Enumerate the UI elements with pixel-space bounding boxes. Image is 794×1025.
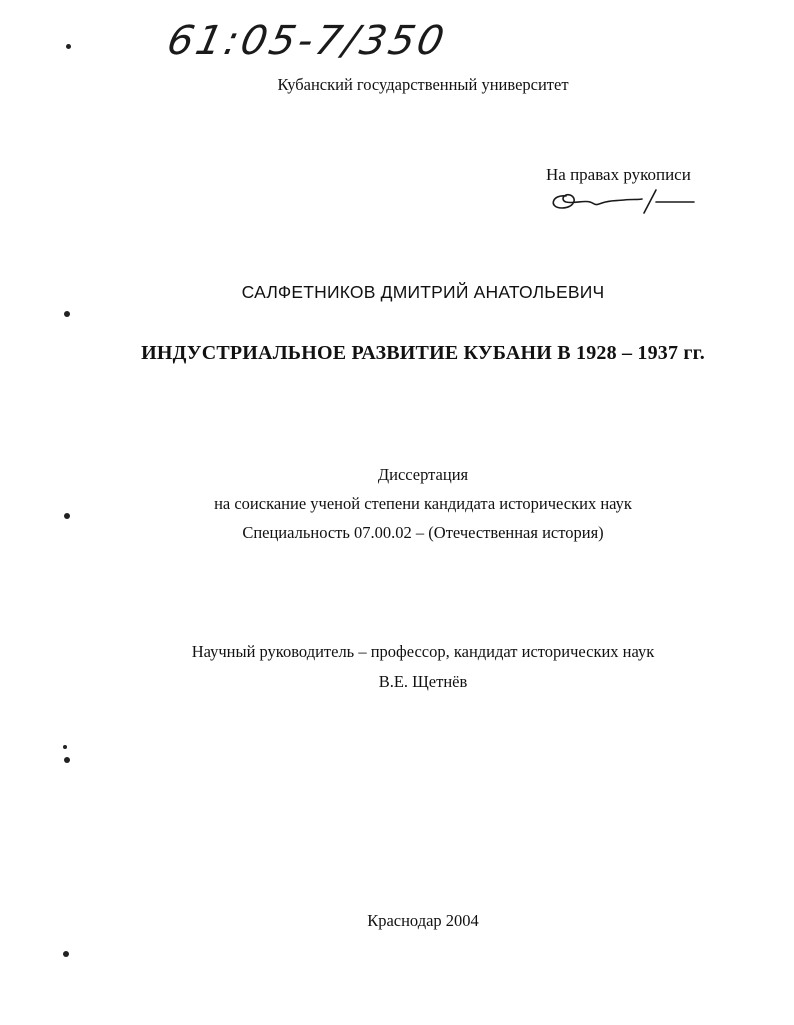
- scan-speck: [64, 311, 70, 317]
- degree-line: на соискание ученой степени кандидата исторических наук: [214, 494, 632, 513]
- author-name: САЛФЕТНИКОВ ДМИТРИЙ АНАТОЛЬЕВИЧ: [241, 282, 605, 302]
- scan-speck: [63, 745, 67, 749]
- signature-image: [544, 186, 700, 216]
- dissertation-title: ИНДУСТРИАЛЬНОЕ РАЗВИТИЕ КУБАНИ В 1928 – 1937 гг.: [141, 342, 705, 364]
- work-type: Диссертация: [377, 465, 469, 484]
- supervisor-line: Научный руководитель – профессор, кандидат исторических наук: [191, 642, 655, 661]
- specialty-line: Специальность 07.00.02 – (Отечественная история): [242, 523, 604, 542]
- scan-speck: [64, 757, 70, 763]
- archive-code-handwritten: 61:05-7/350: [163, 18, 451, 64]
- scan-speck: [66, 44, 71, 49]
- university-name: Кубанский государственный университет: [277, 75, 569, 94]
- scan-speck: [64, 513, 70, 519]
- supervisor-name: В.Е. Щетнёв: [378, 672, 468, 691]
- city-year: Краснодар 2004: [367, 911, 479, 930]
- manuscript-rights-label: На правах рукописи: [546, 165, 691, 184]
- scan-speck: [63, 951, 69, 957]
